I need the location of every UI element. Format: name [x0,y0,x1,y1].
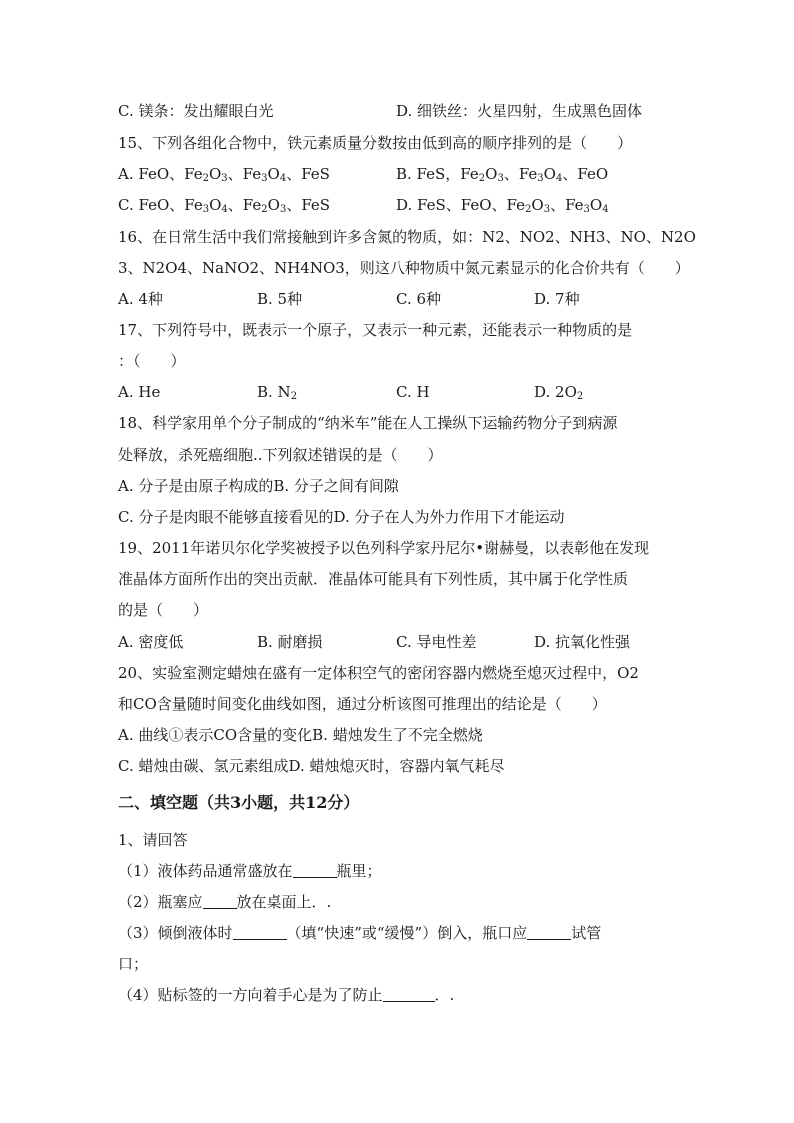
q20-stem-line2: 和CO含量随时间变化曲线如图，通过分析该图可推理出的结论是（ ） [118,695,607,713]
q17-option-d: D. $2O_2$ [534,383,584,402]
q17-stem-line2: ：（ ） [118,352,186,370]
q19-option-b: B. 耐磨损 [257,633,323,651]
q19-stem-line3: 的是（ ） [118,601,209,619]
q19-option-c: C. 导电性差 [396,633,477,651]
q16-stem-line2: 3、N2O4、NaNO2、NH4NO3，则这八种物质中氮元素显示的化合价共有（ ） [118,259,690,277]
fill-q1-part3-cont: 口； [118,955,149,973]
q17-option-c: C. H [396,383,430,401]
answer-blank[interactable] [293,863,337,878]
q16-option-a: A. 4种 [118,290,163,308]
q16-stem-line1: 16、在日常生活中我们常接触到许多含氮的物质，如：N2、NO2、NH3、NO、N2O [118,228,696,246]
q20-options-cd: C. 蜡烛由碳、氢元素组成D. 蜡烛熄灭时，容器内氧气耗尽 [118,757,505,775]
fill-q1-part4: （4）贴标签的一方向着手心是为了防止 ．. [118,986,455,1004]
q18-options-cd: C. 分子是肉眼不能够直接看见的D. 分子在人为外力作用下才能运动 [118,508,565,526]
q15-options-row2 [118,195,609,215]
q19-stem-line2: 准晶体方面所作出的突出贡献．准晶体可能具有下列性质，其中属于化学性质 [118,570,629,588]
q18-stem-line1: 18、科学家用单个分子制成的“纳米车”能在人工操纵下运输药物分子到病源 [118,414,618,432]
q17-option-b: B. $N_2$ [257,383,298,402]
q15-option-c: C. FeO、$Fe_3O_4$、$Fe_2O_3$、FeS [118,196,331,215]
q19-option-d: D. 抗氧化性强 [534,633,631,651]
q17-option-a: A. He [118,383,161,401]
section-heading: 二、填空题（共3小题，共12分） [118,793,360,812]
q15-option-d: D. FeS、FeO、$Fe_2O_3$、$Fe_3O_4$ [396,196,609,215]
fill-q1-part1: （1）液体药品通常盛放在 瓶里； [118,862,382,880]
q15-option-b: B. FeS，$Fe_2O_3$、$Fe_3O_4$、FeO [396,165,609,184]
q17-stem-line1: 17、下列符号中，既表示一个原子，又表示一种元素，还能表示一种物质的是 [118,321,633,339]
q18-options-ab: A. 分子是由原子构成的B. 分子之间有间隙 [118,477,399,495]
q19-option-a: A. 密度低 [118,633,184,651]
fill-q1-part2: （2）瓶塞应 放在桌面上．. [118,893,332,911]
answer-blank[interactable] [233,925,287,940]
q15-option-a: A. FeO、$Fe_2O_3$、$Fe_3O_4$、FeS [118,165,330,184]
q16-option-b: B. 5种 [257,290,303,308]
q16-option-d: D. 7种 [534,290,580,308]
q18-stem-line2: 处释放，杀死癌细胞..下列叙述错误的是（ ） [118,446,443,464]
answer-blank[interactable] [383,987,435,1002]
q14-options-row [118,101,643,121]
q16-option-c: C. 6种 [396,290,442,308]
fill-q1-stem: 1、请回答 [118,831,188,849]
q15-stem: 15、下列各组化合物中，铁元素质量分数按由低到高的顺序排列的是（ ） [118,134,633,152]
answer-blank[interactable] [203,894,237,909]
q19-stem-line1: 19、2011年诺贝尔化学奖被授予以色列科学家丹尼尔•谢赫曼，以表彰他在发现 [118,539,650,557]
q20-stem-line1: 20、实验室测定蜡烛在盛有一定体积空气的密闭容器内燃烧至熄灭过程中，O2 [118,664,639,682]
fill-q1-part3: （3）倾倒液体时 （填“快速”或“缓慢”）倒入，瓶口应 试管 [118,924,602,942]
q15-options-row1 [118,164,609,184]
answer-blank[interactable] [527,925,571,940]
q14-option-d: D. 细铁丝：火星四射，生成黑色固体 [396,102,643,120]
q14-option-c: C. 镁条：发出耀眼白光 [118,102,274,120]
q20-options-ab: A. 曲线①表示CO含量的变化B. 蜡烛发生了不完全燃烧 [118,726,483,744]
